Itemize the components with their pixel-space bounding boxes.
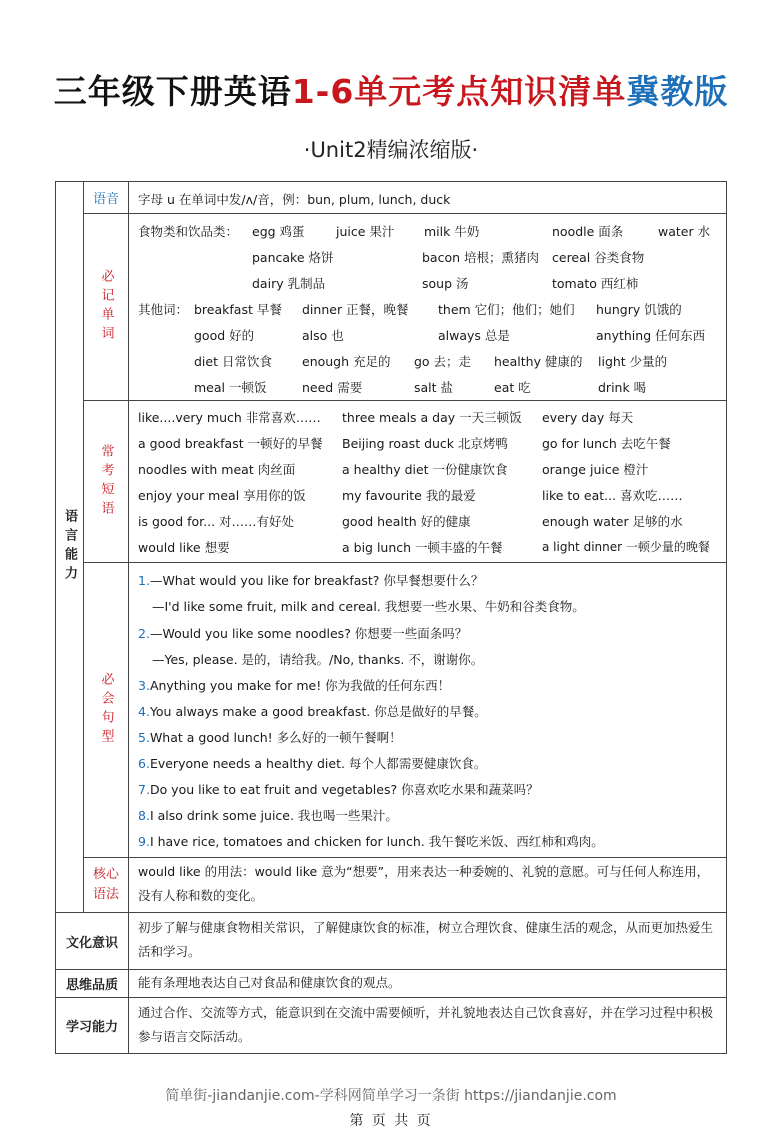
sentence-item: 6.Everyone needs a healthy diet. 每个人都需要健康饮食。 bbox=[138, 756, 487, 771]
phrase-item: like....very much 非常喜欢…… bbox=[138, 410, 321, 425]
word-item: tomato 西红柿 bbox=[552, 276, 639, 291]
pronunciation-text: 字母 u 在单词中发/ʌ/音，例：bun, plum, lunch, duck bbox=[138, 192, 451, 207]
phrase-item: good health 好的健康 bbox=[342, 514, 471, 529]
phrase-item: would like 想要 bbox=[138, 540, 230, 555]
words-food-label: 食物类和饮品类： bbox=[138, 224, 239, 239]
phrase-item: noodles with meat 肉丝面 bbox=[138, 462, 296, 477]
phrase-item: enjoy your meal 享用你的饭 bbox=[138, 488, 306, 503]
word-item: always 总是 bbox=[438, 328, 510, 343]
word-item: anything 任何东西 bbox=[596, 328, 706, 343]
phrase-item: a light dinner 一顿少量的晚餐 bbox=[542, 540, 710, 554]
phrase-item: enough water 足够的水 bbox=[542, 514, 683, 529]
summary-table bbox=[55, 181, 727, 1054]
label-thinking: 思维品质 bbox=[65, 978, 118, 993]
word-item: them 它们；他们；她们 bbox=[438, 302, 575, 317]
word-item: cereal 谷类食物 bbox=[552, 250, 645, 265]
learning-text: 通过合作、交流等方式，能意识到在交流中需要倾听，并礼貌地表达自己饮食喜好，并在学习过程中积极参与语言交际活动。 bbox=[138, 1005, 714, 1044]
word-item: water 水 bbox=[658, 224, 711, 239]
word-item: pancake 烙饼 bbox=[252, 250, 334, 265]
word-item: also 也 bbox=[302, 328, 344, 343]
label-words: 必记单词 bbox=[98, 269, 114, 345]
word-item: soup 汤 bbox=[422, 276, 469, 291]
sentence-item: 8.I also drink some juice. 我也喝一些果汁。 bbox=[138, 808, 398, 823]
phrase-item: a big lunch 一顿丰盛的午餐 bbox=[342, 540, 503, 555]
sentence-item: 2.—Would you like some noodles? 你想要一些面条吗？ bbox=[138, 626, 468, 641]
page-number: 第 页 共 页 bbox=[349, 1113, 433, 1129]
word-item: dinner 正餐，晚餐 bbox=[302, 302, 409, 317]
word-item: meal 一顿饭 bbox=[194, 380, 267, 395]
word-item: hungry 饥饿的 bbox=[596, 302, 682, 317]
sentence-item: 9.I have rice, tomatoes and chicken for lunch. 我午餐吃米饭、西红柿和鸡肉。 bbox=[138, 834, 604, 849]
phrase-item: a healthy diet 一份健康饮食 bbox=[342, 462, 508, 477]
phrase-item: a good breakfast 一顿好的早餐 bbox=[138, 436, 323, 451]
word-item: juice 果汁 bbox=[336, 224, 395, 239]
sentence-item: 3.Anything you make for me! 你为我做的任何东西！ bbox=[138, 678, 451, 693]
grammar-text: would like 的用法：would like 意为“想要”，用来表达一种委婉的、礼貌的意愿。可与任何人称连用，没有人称和数的变化。 bbox=[138, 864, 710, 903]
word-item: dairy 乳制品 bbox=[252, 276, 326, 291]
phrase-item: go for lunch 去吃午餐 bbox=[542, 436, 671, 451]
word-item: noodle 面条 bbox=[552, 224, 624, 239]
phrase-item: like to eat... 喜欢吃…… bbox=[542, 488, 683, 503]
word-item: salt 盐 bbox=[414, 380, 454, 395]
word-item: healthy 健康的 bbox=[494, 354, 583, 369]
word-item: egg 鸡蛋 bbox=[252, 224, 305, 239]
phrase-item: is good for... 对……有好处 bbox=[138, 514, 295, 529]
word-item: breakfast 早餐 bbox=[194, 302, 282, 317]
sentence-item: —Yes, please. 是的，请给我。/No, thanks. 不，谢谢你。 bbox=[152, 652, 484, 667]
sentence-item: —I'd like some fruit, milk and cereal. 我想要一些水果、牛奶和谷类食物。 bbox=[152, 599, 585, 614]
phrase-item: orange juice 橙汁 bbox=[542, 462, 649, 477]
word-item: diet 日常饮食 bbox=[194, 354, 272, 369]
footer-watermark: 简单街-jiandanjie.com-学科网简单学习一条街 https://jiandanjie.com bbox=[165, 1088, 617, 1104]
phrase-item: my favourite 我的最爱 bbox=[342, 488, 476, 503]
word-item: enough 充足的 bbox=[302, 354, 391, 369]
word-item: drink 喝 bbox=[598, 380, 647, 395]
sentence-item: 5.What a good lunch! 多么好的一顿午餐啊！ bbox=[138, 730, 402, 745]
thinking-text: 能有条理地表达自己对食品和健康饮食的观点。 bbox=[138, 975, 401, 990]
label-language-ability: 语言能力 bbox=[62, 509, 77, 585]
page-subtitle: ·Unit2精编浓缩版· bbox=[303, 138, 479, 162]
page-title: 三年级下册英语1-6单元考点知识清单冀教版 bbox=[53, 72, 729, 111]
label-pronunciation: 语音 bbox=[92, 192, 119, 207]
label-grammar: 核心语法 bbox=[92, 867, 119, 902]
culture-text: 初步了解与健康食物相关常识，了解健康饮食的标准，树立合理饮食、健康生活的观念，从而更加热爱生活和学习。 bbox=[138, 920, 714, 959]
sentence-item: 1.—What would you like for breakfast? 你早餐想要什么？ bbox=[138, 573, 484, 588]
word-item: bacon 培根；熏猪肉 bbox=[422, 250, 540, 265]
word-item: milk 牛奶 bbox=[424, 224, 480, 239]
word-item: go 去；走 bbox=[414, 354, 472, 369]
word-item: eat 吃 bbox=[494, 380, 531, 395]
word-item: light 少量的 bbox=[598, 354, 668, 369]
label-learning: 学习能力 bbox=[65, 1020, 118, 1035]
label-phrases: 常考短语 bbox=[98, 443, 114, 520]
label-culture: 文化意识 bbox=[65, 935, 118, 951]
phrase-item: three meals a day 一天三顿饭 bbox=[342, 410, 522, 425]
word-item: need 需要 bbox=[302, 380, 363, 395]
phrase-item: every day 每天 bbox=[542, 410, 634, 425]
word-item: good 好的 bbox=[194, 328, 255, 343]
words-other-label: 其他词： bbox=[138, 302, 189, 317]
sentence-item: 7.Do you like to eat fruit and vegetables? 你喜欢吃水果和蔬菜吗？ bbox=[138, 782, 539, 797]
label-sentences: 必会句型 bbox=[98, 672, 114, 748]
phrase-item: Beijing roast duck 北京烤鸭 bbox=[342, 436, 509, 451]
sentence-item: 4.You always make a good breakfast. 你总是做好的早餐。 bbox=[138, 704, 487, 719]
